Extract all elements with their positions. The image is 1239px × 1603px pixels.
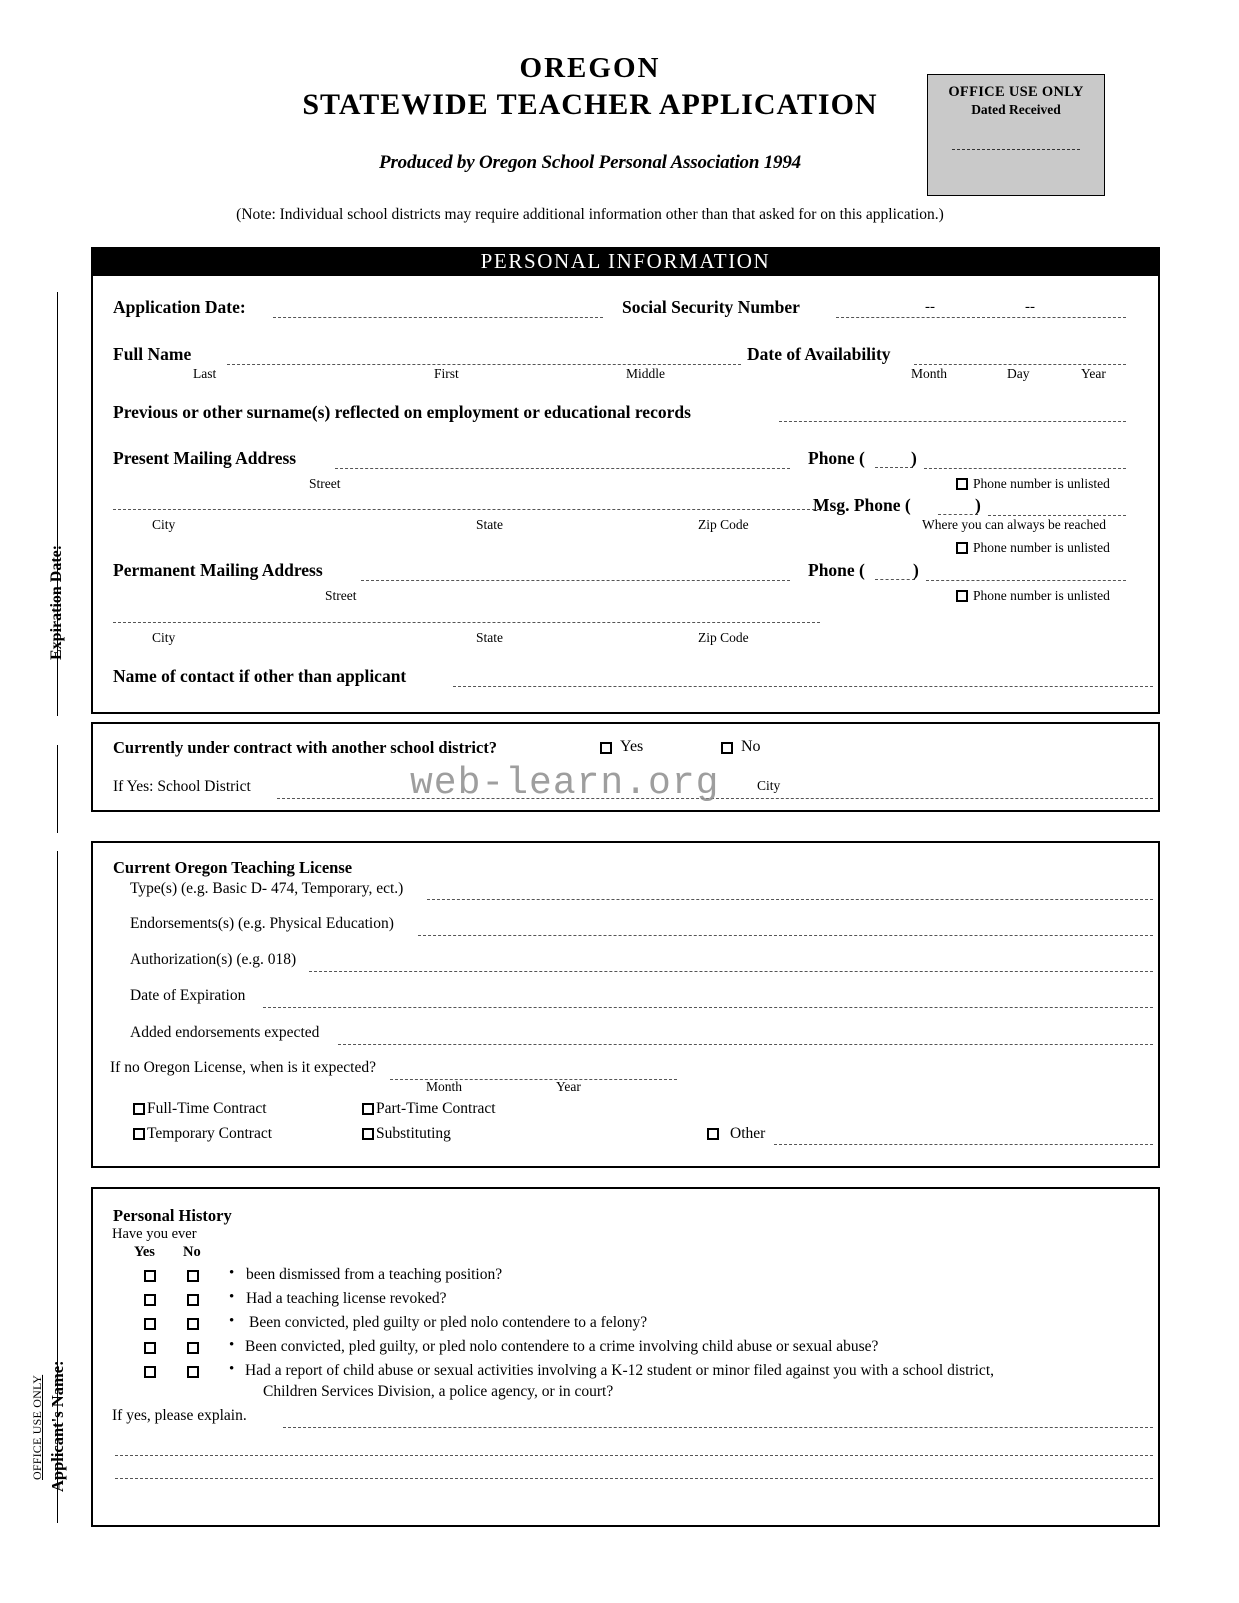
history-q5-text: Had a report of child abuse or sexual activities involving a K-12 student or minor filed against you with a school district, xyxy=(245,1362,994,1379)
application-date-label: Application Date: xyxy=(113,297,246,317)
permanent-address-sublabel-street: Street xyxy=(325,588,357,603)
dated-received-label: Dated Received xyxy=(971,102,1061,117)
contract-no-label: No xyxy=(741,738,761,755)
history-q4-bullet: • xyxy=(229,1337,235,1353)
history-q1-yes-checkbox[interactable] xyxy=(144,1270,156,1282)
page-title-line2: STATEWIDE TEACHER APPLICATION xyxy=(302,88,878,122)
contract-no-checkbox[interactable] xyxy=(721,742,733,754)
ssn-separator-1: -- xyxy=(925,299,935,315)
form-note: (Note: Individual school districts may require additional information other than that asked for on this application.) xyxy=(236,206,944,223)
present-address-street-input[interactable] xyxy=(335,468,790,469)
checkbox-temporary-contract[interactable] xyxy=(133,1128,145,1140)
permanent-phone-unlisted-checkbox[interactable] xyxy=(956,590,968,602)
personal-information-section xyxy=(91,276,1160,714)
name-sublabel-last: Last xyxy=(193,366,217,381)
history-q5-no-checkbox[interactable] xyxy=(187,1366,199,1378)
application-date-input[interactable] xyxy=(273,317,603,318)
present-phone-areacode-input[interactable] xyxy=(875,467,913,468)
history-explain-input-line2[interactable] xyxy=(115,1455,1153,1456)
ssn-input[interactable] xyxy=(836,317,1126,318)
license-type-input[interactable] xyxy=(427,899,1153,900)
history-q2-yes-checkbox[interactable] xyxy=(144,1294,156,1306)
history-explain-input-line1[interactable] xyxy=(283,1427,1153,1428)
present-phone-unlisted-checkbox[interactable] xyxy=(956,478,968,490)
checkbox-other[interactable] xyxy=(707,1128,719,1140)
history-q2-text: Had a teaching license revoked? xyxy=(246,1290,447,1307)
present-phone-unlisted-label: Phone number is unlisted xyxy=(973,476,1110,491)
history-q4-yes-checkbox[interactable] xyxy=(144,1342,156,1354)
section-header-personal-information: PERSONAL INFORMATION xyxy=(91,247,1160,276)
license-added-endorsements-input[interactable] xyxy=(338,1044,1153,1045)
license-section-heading: Current Oregon Teaching License xyxy=(113,858,353,877)
present-phone-input[interactable] xyxy=(924,468,1126,469)
permanent-phone-paren: ) xyxy=(913,560,919,580)
contract-school-district-label: If Yes: School District xyxy=(113,778,251,795)
license-expiration-input[interactable] xyxy=(263,1007,1153,1008)
label-substituting: Substituting xyxy=(376,1125,451,1142)
permanent-phone-input[interactable] xyxy=(926,580,1126,581)
contract-yes-label: Yes xyxy=(620,738,644,755)
date-of-availability-label: Date of Availability xyxy=(747,344,891,364)
msg-phone-unlisted-label: Phone number is unlisted xyxy=(973,540,1110,555)
checkbox-full-time-contract[interactable] xyxy=(133,1103,145,1115)
history-q2-no-checkbox[interactable] xyxy=(187,1294,199,1306)
permanent-mailing-address-label: Permanent Mailing Address xyxy=(113,560,323,580)
license-expected-sublabel-year: Year xyxy=(556,1079,581,1094)
label-full-time-contract: Full-Time Contract xyxy=(147,1100,267,1117)
history-section-heading: Personal History xyxy=(113,1206,232,1225)
history-q4-no-checkbox[interactable] xyxy=(187,1342,199,1354)
full-name-input[interactable] xyxy=(227,364,741,365)
margin-office-use-only-label: OFFICE USE ONLY xyxy=(30,1374,44,1480)
permanent-address-city-state-zip-input[interactable] xyxy=(113,622,820,623)
history-q3-bullet: • xyxy=(229,1313,235,1329)
ssn-label: Social Security Number xyxy=(622,297,800,317)
permanent-address-street-input[interactable] xyxy=(361,580,790,581)
checkbox-part-time-contract[interactable] xyxy=(362,1103,374,1115)
other-contract-input[interactable] xyxy=(774,1144,1153,1145)
history-prompt: Have you ever xyxy=(112,1226,197,1242)
present-mailing-address-label: Present Mailing Address xyxy=(113,448,297,468)
margin-rule-middle xyxy=(57,745,58,833)
margin-applicant-name-label: Applicant's Name: xyxy=(48,1360,67,1492)
history-column-yes: Yes xyxy=(134,1244,155,1260)
contact-name-label: Name of contact if other than applicant xyxy=(113,666,407,686)
history-explain-input-line3[interactable] xyxy=(115,1478,1153,1479)
availability-sublabel-day: Day xyxy=(1007,366,1030,381)
previous-surnames-input[interactable] xyxy=(779,421,1126,422)
office-use-only-label: OFFICE USE ONLY xyxy=(948,84,1084,100)
license-endorsements-input[interactable] xyxy=(418,935,1153,936)
license-expiration-label: Date of Expiration xyxy=(130,987,246,1004)
msg-phone-label: Msg. Phone ( xyxy=(813,495,911,515)
license-expected-sublabel-month: Month xyxy=(426,1079,463,1094)
name-sublabel-middle: Middle xyxy=(626,366,665,381)
label-other: Other xyxy=(730,1125,766,1142)
date-of-availability-input[interactable] xyxy=(914,364,1126,365)
license-type-label: Type(s) (e.g. Basic D- 474, Temporary, ect.) xyxy=(130,880,404,897)
checkbox-substituting[interactable] xyxy=(362,1128,374,1140)
present-address-sublabel-zip: Zip Code xyxy=(698,517,749,532)
present-phone-label: Phone ( xyxy=(808,448,865,468)
permanent-phone-label: Phone ( xyxy=(808,560,865,580)
contact-name-input[interactable] xyxy=(453,686,1153,687)
license-authorizations-label: Authorization(s) (e.g. 018) xyxy=(130,951,297,968)
history-q3-no-checkbox[interactable] xyxy=(187,1318,199,1330)
previous-surnames-label: Previous or other surname(s) reflected on employment or educational records xyxy=(113,402,691,422)
permanent-phone-unlisted-label: Phone number is unlisted xyxy=(973,588,1110,603)
office-use-only-box xyxy=(927,74,1105,196)
license-authorizations-input[interactable] xyxy=(309,971,1153,972)
page-title-line1: OREGON xyxy=(519,52,661,84)
label-temporary-contract: Temporary Contract xyxy=(147,1125,273,1142)
name-sublabel-first: First xyxy=(434,366,459,381)
license-added-endorsements-label: Added endorsements expected xyxy=(130,1024,320,1041)
present-address-sublabel-city: City xyxy=(152,517,176,532)
ssn-separator-2: -- xyxy=(1025,299,1035,315)
msg-phone-areacode-input[interactable] xyxy=(938,514,978,515)
history-q3-text: Been convicted, pled guilty or pled nolo contendere to a felony? xyxy=(249,1314,648,1331)
history-q5-yes-checkbox[interactable] xyxy=(144,1366,156,1378)
produced-by-line: Produced by Oregon School Personal Association 1994 xyxy=(379,152,801,174)
msg-phone-input[interactable] xyxy=(988,515,1126,516)
msg-phone-unlisted-checkbox[interactable] xyxy=(956,542,968,554)
availability-sublabel-year: Year xyxy=(1081,366,1106,381)
availability-sublabel-month: Month xyxy=(911,366,948,381)
watermark-text: web-learn.org xyxy=(410,762,720,805)
contract-question-label: Currently under contract with another school district? xyxy=(113,738,498,757)
margin-expiration-date-label: Expiration Date: xyxy=(48,544,65,660)
contract-city-label: City xyxy=(757,778,781,793)
present-address-city-state-zip-input[interactable] xyxy=(113,509,820,510)
history-column-no: No xyxy=(183,1244,201,1260)
history-q5-text-continued: Children Services Division, a police agency, or in court? xyxy=(263,1383,614,1400)
license-endorsements-label: Endorsements(s) (e.g. Physical Education) xyxy=(130,915,394,932)
history-q3-yes-checkbox[interactable] xyxy=(144,1318,156,1330)
history-q1-no-checkbox[interactable] xyxy=(187,1270,199,1282)
personal-history-section xyxy=(91,1187,1160,1527)
history-q1-bullet: • xyxy=(229,1265,235,1281)
msg-phone-paren: ) xyxy=(975,495,981,515)
license-expected-label: If no Oregon License, when is it expected? xyxy=(110,1059,376,1076)
present-address-sublabel-state: State xyxy=(476,517,503,532)
contract-yes-checkbox[interactable] xyxy=(600,742,612,754)
permanent-address-sublabel-city: City xyxy=(152,630,176,645)
permanent-address-sublabel-zip: Zip Code xyxy=(698,630,749,645)
history-q5-bullet: • xyxy=(229,1361,235,1377)
dated-received-line[interactable] xyxy=(952,149,1080,150)
full-name-label: Full Name xyxy=(113,344,192,364)
history-q2-bullet: • xyxy=(229,1289,235,1305)
history-explain-label: If yes, please explain. xyxy=(112,1407,247,1424)
present-address-sublabel-street: Street xyxy=(309,476,341,491)
permanent-phone-areacode-input[interactable] xyxy=(875,579,915,580)
history-q1-text: been dismissed from a teaching position? xyxy=(246,1266,503,1283)
msg-phone-reached-label: Where you can always be reached xyxy=(922,517,1107,532)
label-part-time-contract: Part-Time Contract xyxy=(376,1100,496,1117)
permanent-address-sublabel-state: State xyxy=(476,630,503,645)
present-phone-paren: ) xyxy=(911,448,917,468)
history-q4-text: Been convicted, pled guilty, or pled nolo contendere to a crime involving child abuse or sexual abuse? xyxy=(245,1338,879,1355)
